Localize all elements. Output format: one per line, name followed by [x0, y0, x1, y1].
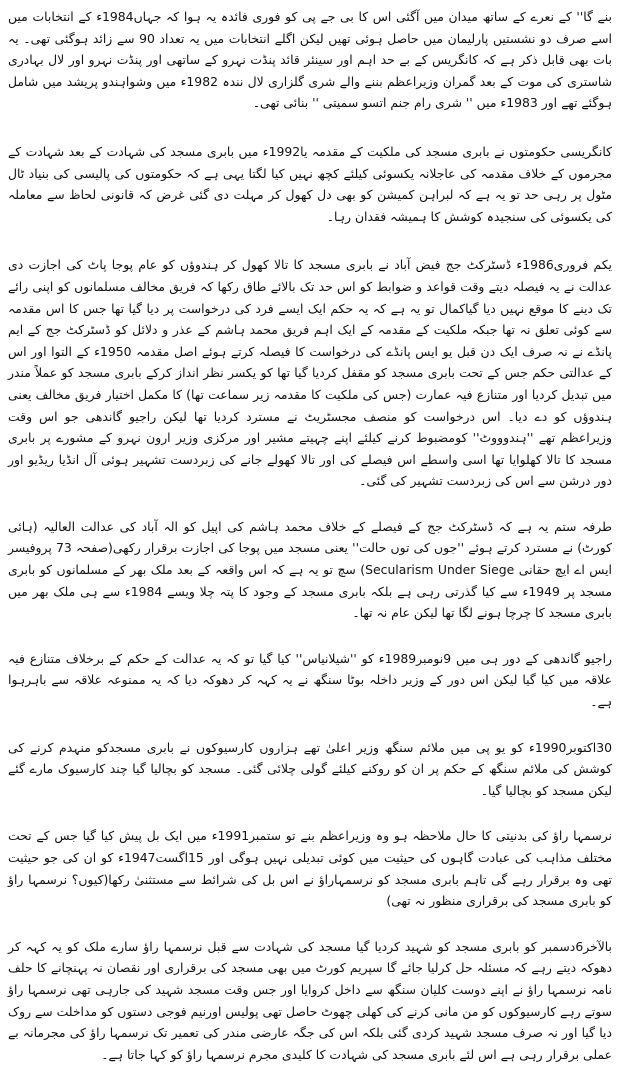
paragraph-congress-inaction: کانگریسی حکومتوں نے بابری مسجد کی ملکیت کے مقدمہ یا1992ء میں بابری مسجد کی شہادت کے بعد شہادت کے مجرموں کے خلاف مقدمہ کی عاجلانہ یکسوئی کیلئے کچھ نہیں کیا لگتا یہی ہے کہ حکومتوں کی پالیسی کی بنیاد ٹال مٹول پر رہی حد تو یہ ہے کہ لبراہن کمیشن کو بھی دل کھول کر مہلت دی گئی غرض کہ قانونی لحاظ سے معاملہ کی یکسوئی کی سنجیدہ کوشش کا ہمیشہ فقدان رہا۔ — [8, 143, 613, 224]
paragraph-october-1990: 30اکتوبر1990ء کو یو پی میں ملائم سنگھ وزیر اعلیٰ تھے ہزاروں کارسیوکوں نے بابری مسجدکو منہدم کرنے کی کوشش کی ملائم سنگھ کے حکم پر ان کو روکنے کیلئے گولی چلائی گئی۔ مسجد کو بچالیا گیا چند کارسیوک مارے گئے لیکن مسجد کو بچالیا گیا۔ — [8, 739, 612, 798]
paragraph-december-6: بالآخر6دسمبر کو بابری مسجد کو شہید کردیا گیا مسجد کی شہادت سے قبل نرسمہا راؤ سارے ملک کو یہ کہہ کر دھوکہ دیتے رہے کہ مسئلہ حل کرلیا جائے گا سپریم کورٹ میں بھی مسجد کی برقراری اور نقصان نہ پہنچانے کا حلف نامہ نرسمہا راؤ نے اپنے دوست کلیان سنگھ سے داخل کروایا اور جس وقت مسجد شہید کی جارہی تھی نرسمہا راؤ سوتے رہے کارسیوکوں کو من مانی کرنے کی کھلی چھوٹ حاصل تھی پولیس اورنیم فوجی دستوں کو مداخلت سے روک دیا گیا اور نہ صرف مسجد شہید کردی گئی بلکہ اس کی جگہ عارضی مندر کی تعمیر تک نرسمہا راؤ کی مجرمانہ بے عملی برقرار رہی ہے اس لئے بابری مسجد کی شہادت کا کلیدی مجرم نرسمہا راؤ کو کہا جاتا ہے۔ — [8, 938, 612, 1062]
paragraph-shilanyas-1989: راجیو گاندھی کے دور ہی میں 9نومبر1989ء کو ''شیلانیاس'' کیا گیا تو کہ یہ عدالت کے حکم کے برخلاف متنازع فیہ علاقہ میں کیا گیا لیکن اس دور کے وزیر داخلہ بوٹا سنگھ نے یہ کہہ کر دھوکہ دیا کہ یہ ممنوعہ علاقہ سے باہرہوا ہے۔ — [8, 650, 612, 710]
paragraph-bjp-gains: بنے گا'' کے نعرے کے ساتھ میدان میں آگئی اس کا بی جے پی کو فوری فائدہ یہ ہوا کہ جہاں1984ء کے انتخابات میں اسے صرف دو نشستیں پارلیمان میں حاصل ہوئی تھیں لیکن اگلے انتخابات میں یہ تعداد 90 سے زائد ہوگئی تھی۔ یہ بات بھی قابل ذکر ہے کہ کانگریس کے بے حد اہم اور سینئر قائد پنڈت نہرو کے ساتھی اور پنڈت نہرو اور لال بہادری شاستری کی موت کے بعد گمران وزیراعظم بننے والے شری گلزاری لال نندہ 1982ء میں وشواہندو پریشد میں شامل ہوگئے تھے اور 1983ء میں '' شری رام جنم اتسو سمیتی '' بنائی تھی۔ — [8, 9, 613, 111]
paragraph-1986-lock-opening: یکم فروری1986ء ڈسٹرکٹ جج فیض آباد نے بابری مسجد کا تالا کھول کر ہندوؤں کو عام پوجا پاٹ کی اجازت دی عدالت نے یہ فیصلہ دیتے وقت قواعد و ضوابط کو اس حد تک بالائے طاق رکھا کہ فریق مخالف مسلمانوں کو اپنی رائے تک دینے کا موقع نہیں دیا گیاکمال تو یہ ہے کہ یہ حکم ایک ایسے فرد کی درخواست پر دیا گیا تھا جس کا اس مقدمہ سے کوئی تعلق نہ تھا جبکہ ملکیت کے مقدمہ کے ایک اہم فریق محمد ہاشم کے عذر و دلائل کو ڈسٹرکٹ جج کے ایم پانڈے نے نہ صرف ایک دن قبل یو ایس پانڈے کی درخواست کا فیصلہ کرتے ہوئے اصل مقدمہ 1950ء کے التوا اور اس کے عدالتی حکم جس کے تحت بابری مسجد کو مقفل کردیا گیا تھا کو یکسر نظر انداز کرکے بابری مسجد کو عملاً مندر میں تبدیل کردیا اور متنازع فیہ عمارت (جس کی ملکیت کا مقدمہ زیر سماعت تھا) کا مکمل اختیار فریق مخالف یعنی ہندوؤں کو دے دیا۔ اس درخواست کو منصف مجسٹریٹ نے مسترد کردیا تھا لیکن راجیو گاندھی جو اس وقت وزیراعظم تھے ''ہندوووٹ'' کومضبوط کرنے کیلئے اپنے چہیتے مشیر اور مرکزی وزیر ارون نہرو کے مشورے پر بابری مسجد کا تالا کھلوایا تھا اسی واسطے اس فیصلے کی اور تالا کھولے جانے کی زبردست تشہیر ہوئی آل انڈیا ریڈیو اور دور درشن سے اس کی زبردست تشہیر کی گئی۔ — [8, 257, 612, 489]
paragraph-high-court-appeal: طرفہ ستم یہ ہے کہ ڈسٹرکٹ جج کے فیصلے کے خلاف محمد ہاشم کی اپیل کو الہ آباد کی عدالت العالیہ (ہائی کورٹ) نے مسترد کرتے ہوئے ''جوں کی توں حالت'' یعنی مسجد میں پوجا کی اجازت برقرار رکھی(صفحہ 73 پروفیسر ایس اے ایچ حقانی Secularism Under Siege) سچ تو یہ ہے کہ اس واقعہ کے بعد ملک بھر کے مسلمانوں کو بابری مسجد پر 1949ء سے کیا گذرتی رہی ہے بلکہ بابری مسجد کے وجود کا پتہ چلا ویسے 1984ء سے ہی ملک بھر میں بابری مسجد کا چرچا ہونے لگا تھا لیکن عام نہ تھا۔ — [8, 518, 612, 621]
paragraph-worship-places-bill: نرسمہا راؤ کی بدنیتی کا حال ملاحظہ ہو وہ وزیراعظم بنے تو ستمبر1991ء میں ایک بل پیش کیا گیا جس کے تحت مختلف مذاہب کی عبادت گاہوں کی حیثیت میں کوئی تبدیلی نہیں ہوگی اور 15اگست1947ء کو ان کی جو حیثیت تھی وہ برقرار رہے گی تاہم بابری مسجد کو نرسمہاراؤ نے اس بل کی شرائط سے مستثنیٰ رکھا(کیوں؟ نرسمہا راؤ کو بابری مسجد کی برقراری منظور نہ تھی) — [8, 828, 612, 909]
